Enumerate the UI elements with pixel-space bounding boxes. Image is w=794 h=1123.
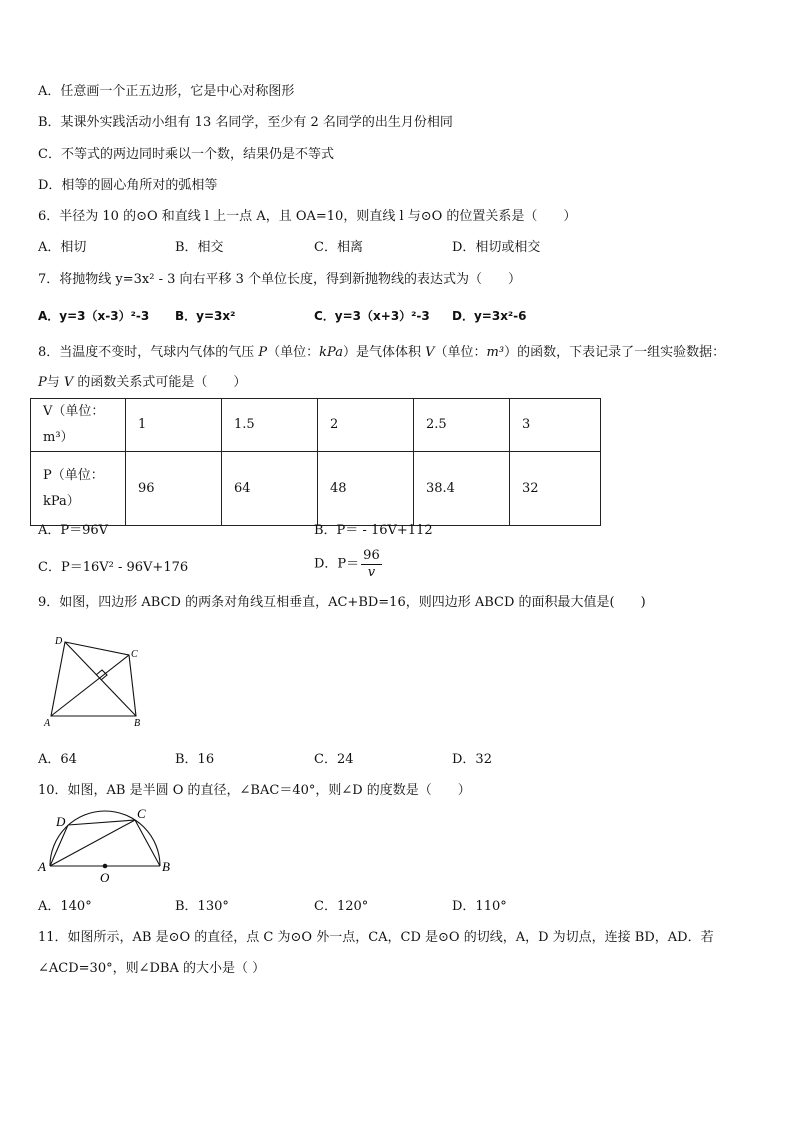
label-d: D bbox=[56, 814, 66, 829]
table-cell: 1.5 bbox=[222, 399, 318, 452]
q6-option-c: C．相离 bbox=[314, 240, 363, 255]
q7-option-c: C．y=3（x+3）²-3 bbox=[314, 309, 430, 323]
q10-option-b: B．130° bbox=[175, 899, 229, 914]
label-a: A bbox=[44, 718, 51, 729]
table-cell: 48 bbox=[318, 452, 414, 526]
label-o: O bbox=[100, 870, 110, 885]
q8-option-c: C．P＝16V² - 96V+176 bbox=[38, 560, 189, 575]
label-b: B bbox=[134, 718, 141, 729]
table-cell-v-label: V（单位：m³） bbox=[31, 399, 126, 452]
table-cell: 32 bbox=[510, 452, 601, 526]
q6-option-a: A．相切 bbox=[38, 240, 87, 255]
table-cell: 2.5 bbox=[414, 399, 510, 452]
table-cell-p-label: P（单位： kPa） bbox=[31, 452, 126, 526]
q8-option-d: D．P＝ $\frac{96}{v}$ bbox=[314, 548, 380, 580]
q10-stem: 10．如图，AB 是半圆 O 的直径，∠BAC＝40°，则∠D 的度数是（ ） bbox=[38, 783, 471, 798]
q6-stem: 6．半径为 10 的⊙O 和直线 l 上一点 A，且 OA=10，则直线 l 与⊙O 的位置关系是（ ） bbox=[38, 209, 577, 224]
q11-stem-line2: ∠ACD=30°，则∠DBA 的大小是（ ） bbox=[38, 961, 266, 976]
q5-option-d: D．相等的圆心角所对的弧相等 bbox=[38, 178, 218, 193]
q10-semicircle-figure bbox=[34, 806, 184, 886]
q9-option-b: B．16 bbox=[175, 752, 215, 767]
q9-option-a: A．64 bbox=[38, 752, 77, 767]
q8-option-b: B．P＝ - 16V+112 bbox=[314, 523, 433, 538]
center-point-o bbox=[103, 864, 108, 869]
q11-stem-line1: 11．如图所示，AB 是⊙O 的直径，点 C 为⊙O 外一点，CA，CD 是⊙O 的切线，A，D 为切点，连接 BD，AD．若 bbox=[38, 930, 714, 945]
q9-option-d: D．32 bbox=[452, 752, 492, 767]
q10-option-a: A．140° bbox=[38, 899, 92, 914]
q8-data-table bbox=[30, 398, 601, 526]
q7-option-a: A．y=3（x-3）²-3 bbox=[38, 309, 150, 323]
q7-option-b: B．y=3x² bbox=[175, 309, 236, 323]
table-cell: 3 bbox=[510, 399, 601, 452]
table-cell: 64 bbox=[222, 452, 318, 526]
q10-option-c: C．120° bbox=[314, 899, 369, 914]
q8-stem-line1: 8．当温度不变时，气球内气体的气压 P（单位：kPa）是气体体积 V（单位：m³）的函数，下表记录了一组实验数据： bbox=[38, 345, 726, 360]
table-cell: 1 bbox=[126, 399, 222, 452]
label-a: A bbox=[38, 859, 46, 874]
label-c: C bbox=[137, 806, 146, 821]
q9-option-c: C．24 bbox=[314, 752, 354, 767]
q9-quadrilateral-figure bbox=[38, 632, 158, 732]
q5-option-b: B．某课外实践活动小组有 13 名同学，至少有 2 名同学的出生月份相同 bbox=[38, 115, 453, 130]
q8-stem-line2: P与 V 的函数关系式可能是（ ） bbox=[38, 375, 247, 390]
q9-stem: 9．如图，四边形 ABCD 的两条对角线互相垂直，AC+BD=16，则四边形 ABCD 的面积最大值是( ) bbox=[38, 595, 646, 610]
table-cell: 38.4 bbox=[414, 452, 510, 526]
label-d: D bbox=[55, 636, 63, 647]
table-row bbox=[31, 452, 601, 526]
label-c: C bbox=[131, 649, 138, 660]
q7-option-d: D．y=3x²-6 bbox=[452, 309, 527, 323]
q6-option-d: D．相切或相交 bbox=[452, 240, 541, 255]
q7-stem: 7．将抛物线 y=3x² - 3 向右平移 3 个单位长度，得到新抛物线的表达式为（ ） bbox=[38, 272, 522, 287]
table-cell: 2 bbox=[318, 399, 414, 452]
table-row bbox=[31, 399, 601, 452]
q10-option-d: D．110° bbox=[452, 899, 507, 914]
q6-option-b: B．相交 bbox=[175, 240, 224, 255]
table-cell: 96 bbox=[126, 452, 222, 526]
label-b: B bbox=[162, 859, 170, 874]
fraction: $\frac{96}{v}$ bbox=[363, 548, 380, 580]
q5-option-a: A．任意画一个正五边形，它是中心对称图形 bbox=[38, 84, 295, 99]
q5-option-c: C．不等式的两边同时乘以一个数，结果仍是不等式 bbox=[38, 147, 334, 162]
q8-option-a: A．P＝96V bbox=[38, 523, 109, 538]
